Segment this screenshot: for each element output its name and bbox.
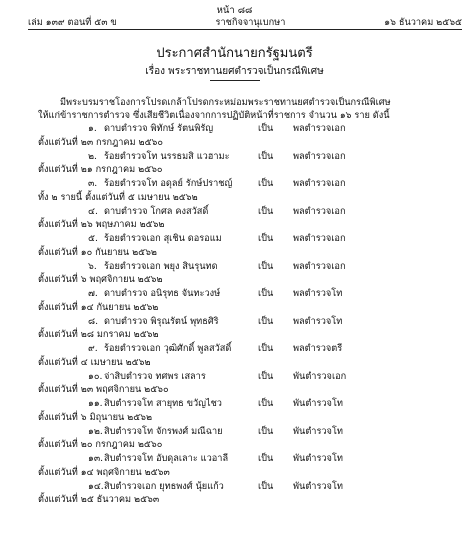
list-item: [38, 121, 458, 149]
volume-label: เล่ม ๑๓๙ ตอนที่ ๕๓ ข: [28, 17, 117, 28]
as-word: เป็น: [258, 123, 274, 134]
officer-name: ร้อยตำรวจโท อดุลย์ รักษ์ปราชญ์: [104, 178, 233, 189]
gazette-header: [28, 15, 462, 29]
effective-date: ตั้งแต่วันที่ ๒๓ กรกฎาคม ๒๕๖๐: [38, 136, 163, 148]
item-number: ๕.: [88, 233, 98, 244]
intro-line-1: มีพระบรมราชโองการโปรดเกล้าโปรดกระหม่อมพระราชทานยศตำรวจเป็นกรณีพิเศษ: [60, 97, 391, 108]
item-number: ๒.: [88, 150, 97, 162]
as-word: เป็น: [258, 425, 274, 437]
officer-name: สิบตำรวจโท สายุทธ ขวัญไชว: [104, 398, 222, 409]
list-item: [38, 479, 458, 507]
officer-name: ดาบตำรวจ พิรุณรัตน์ พุทธศิริ: [104, 315, 219, 327]
item-number: ๑๐.: [88, 370, 103, 382]
publication-name: ราชกิจจานุเบกษา: [215, 17, 286, 28]
effective-date: ตั้งแต่วันที่ ๑๔ กันยายน ๒๕๖๒: [38, 301, 159, 313]
new-rank: พันตำรวจโท: [293, 398, 343, 409]
as-word: เป็น: [258, 398, 274, 409]
officer-name: ดาบตำรวจ พิทักษ์ รัตนพิรัญ: [104, 123, 214, 134]
new-rank: พลตำรวจเอก: [293, 260, 346, 272]
item-number: ๙.: [88, 343, 98, 354]
effective-date: ตั้งแต่วันที่ ๖ พฤศจิกายน ๒๕๖๒: [38, 274, 163, 286]
list-item: [38, 369, 458, 397]
as-word: เป็น: [258, 370, 274, 382]
new-rank: พลตำรวจเอก: [293, 205, 346, 217]
new-rank: พลตำรวจเอก: [293, 178, 346, 189]
new-rank: พลตำรวจเอก: [293, 150, 346, 162]
list-item: [38, 451, 458, 479]
list-item: [38, 396, 458, 424]
list-item: [38, 259, 458, 287]
officer-name: ดาบตำรวจ โกศล คงสวัสดิ์: [104, 205, 209, 217]
as-word: เป็น: [258, 178, 274, 189]
as-word: เป็น: [258, 480, 274, 492]
new-rank: พลตำรวจโท: [293, 288, 343, 299]
as-word: เป็น: [258, 315, 274, 327]
effective-date: ทั้ง ๒ รายนี้ ตั้งแต่วันที่ ๕ เมษายน ๒๕๖๒: [38, 191, 198, 203]
item-number: ๑๑.: [88, 398, 103, 409]
new-rank: พันตำรวจโท: [293, 453, 343, 464]
as-word: เป็น: [258, 150, 274, 162]
as-word: เป็น: [258, 233, 274, 244]
item-number: ๗.: [88, 288, 98, 299]
list-item: [38, 341, 458, 369]
list-item: [38, 424, 458, 452]
effective-date: ตั้งแต่วันที่ ๒๑ กรกฎาคม ๒๕๖๐: [38, 164, 163, 176]
title-divider: [210, 80, 260, 81]
officer-name: สิบตำรวจเอก ยุทธพงศ์ นุ้ยแก้ว: [104, 480, 224, 492]
intro-line-2: ให้แก่ข้าราชการตำรวจ ซึ่งเสียชีวิตเนื่องจากการปฏิบัติหน้าที่ราชการ จำนวน ๑๖ ราย ดังนี้: [38, 110, 390, 121]
list-item: [38, 149, 458, 177]
effective-date: ตั้งแต่วันที่ ๖ มิถุนายน ๒๕๖๒: [38, 411, 153, 423]
appointment-list: [38, 121, 458, 506]
item-number: ๓.: [88, 178, 98, 189]
page-number: หน้า ๘๘: [216, 5, 253, 16]
officer-name: สิบตำรวจโท อับดุลเลาะ แวอาลี: [104, 453, 229, 464]
effective-date: ตั้งแต่วันที่ ๑๔ พฤศจิกายน ๒๕๖๓: [38, 466, 170, 478]
as-word: เป็น: [258, 260, 274, 272]
document-subtitle: เรื่อง พระราชทานยศตำรวจเป็นกรณีพิเศษ: [145, 66, 324, 77]
item-number: ๘.: [88, 315, 99, 327]
officer-name: สิบตำรวจโท จักรพงศ์ มณีฉาย: [104, 425, 223, 437]
new-rank: พันตำรวจโท: [293, 480, 343, 492]
new-rank: พลตำรวจเอก: [293, 233, 346, 244]
effective-date: ตั้งแต่วันที่ ๒๘ มกราคม ๒๕๖๒: [38, 329, 159, 341]
officer-name: จ่าสิบตำรวจ ทศพร เสลาร: [104, 370, 206, 382]
as-word: เป็น: [258, 288, 274, 299]
item-number: ๑๓.: [88, 453, 104, 464]
item-number: ๖.: [88, 260, 97, 272]
effective-date: ตั้งแต่วันที่ ๒๐ กรกฎาคม ๒๕๖๐: [38, 439, 163, 451]
new-rank: พลตำรวจเอก: [293, 123, 346, 134]
officer-name: ร้อยตำรวจเอก วุฒิศักดิ์ พูลสวัสดิ์: [104, 343, 232, 354]
as-word: เป็น: [258, 453, 274, 464]
header-rule: [28, 29, 462, 30]
new-rank: พันตำรวจโท: [293, 425, 343, 437]
list-item: [38, 286, 458, 314]
list-item: [38, 204, 458, 232]
effective-date: ตั้งแต่วันที่ ๔ เมษายน ๒๕๖๒: [38, 356, 151, 368]
as-word: เป็น: [258, 343, 274, 354]
item-number: ๑.: [88, 123, 97, 134]
effective-date: ตั้งแต่วันที่ ๒๕ ธันวาคม ๒๕๖๓: [38, 494, 160, 506]
officer-name: ร้อยตำรวจเอก สุเชิน ดอรอแม: [104, 233, 222, 244]
officer-name: ร้อยตำรวจโท นรรธมสิ แวฮามะ: [104, 150, 230, 162]
as-word: เป็น: [258, 205, 274, 217]
list-item: [38, 231, 458, 259]
item-number: ๑๒.: [88, 425, 103, 437]
item-number: ๑๔.: [88, 480, 104, 492]
effective-date: ตั้งแต่วันที่ ๒๖ พฤษภาคม ๒๕๖๒: [38, 219, 165, 231]
new-rank: พันตำรวจเอก: [293, 370, 347, 382]
officer-name: ดาบตำรวจ อนิรุทธ จันทะวงษ์: [104, 288, 221, 299]
list-item: [38, 176, 458, 204]
new-rank: พลตำรวจตรี: [293, 343, 343, 354]
officer-name: ร้อยตำรวจเอก พยุง สินรุนทด: [104, 260, 218, 272]
list-item: [38, 314, 458, 342]
intro-paragraph: [38, 96, 458, 122]
new-rank: พลตำรวจโท: [293, 315, 343, 327]
effective-date: ตั้งแต่วันที่ ๒๓ พฤศจิกายน ๒๕๖๐: [38, 384, 169, 396]
effective-date: ตั้งแต่วันที่ ๑๐ กันยายน ๒๕๖๒: [38, 246, 157, 258]
document-title: ประกาศสำนักนายกรัฐมนตรี: [156, 46, 313, 61]
item-number: ๔.: [88, 205, 98, 217]
issue-date: ๑๖ ธันวาคม ๒๕๖๕: [384, 17, 462, 28]
